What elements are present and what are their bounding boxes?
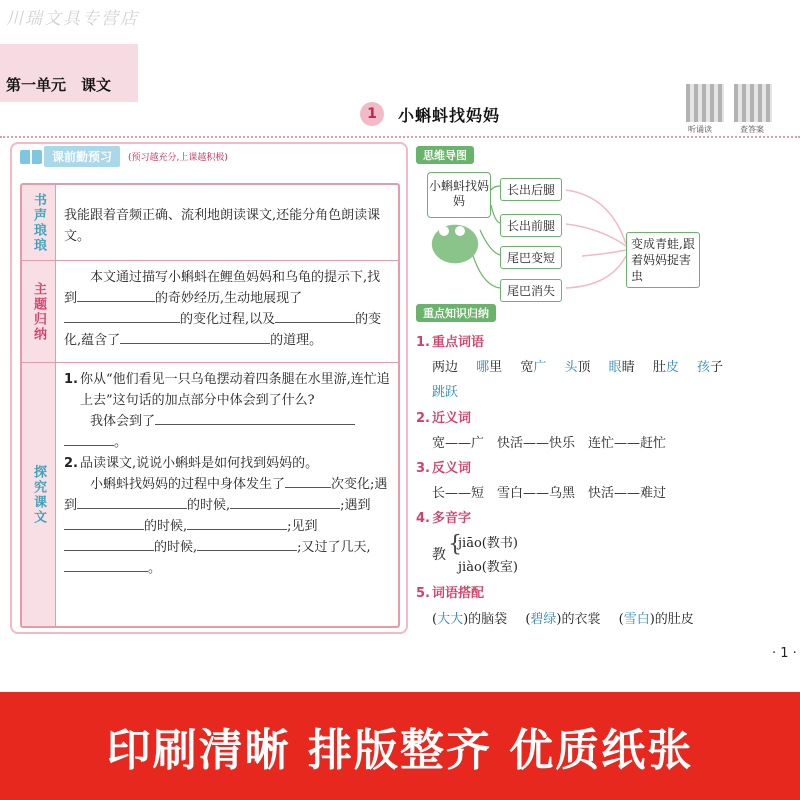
collocation-rest: )的肚皮 bbox=[649, 612, 694, 627]
paren: ( bbox=[525, 612, 531, 627]
polyphone-reading-1: jiāo(教书) bbox=[458, 536, 518, 551]
qr-listen-label: 听诵读 bbox=[688, 125, 712, 134]
key-word: 哪里 bbox=[476, 360, 503, 375]
reading-text: 我能跟着音频正确、流利地朗读课文,还能分角色朗读课文。 bbox=[64, 208, 381, 244]
mind-map-branch-2: 长出前腿 bbox=[500, 214, 562, 237]
reading-label: 书声琅琅 bbox=[22, 185, 56, 260]
period: 。 bbox=[148, 561, 162, 576]
theme-text-4: 的变化,蕴含了 bbox=[64, 312, 382, 348]
explore-label: 探究课文 bbox=[22, 363, 56, 626]
polyphone-reading-2: jiào(教室) bbox=[458, 560, 518, 575]
watermark: 川瑞文具专营店 bbox=[6, 9, 139, 29]
section-5-title: 词语搭配 bbox=[431, 586, 484, 601]
qr-answer-label: 查答案 bbox=[740, 125, 764, 134]
lesson-title: 小蝌蚪找妈妈 bbox=[398, 105, 501, 125]
collocation-word: 碧绿 bbox=[530, 612, 557, 627]
antonyms-text: 长——短 雪白——乌黑 快活——难过 bbox=[432, 486, 667, 501]
section-polyphones bbox=[416, 507, 471, 526]
collocation-rest: )的脑袋 bbox=[463, 612, 508, 627]
theme-text-3: 的变化过程,以及 bbox=[180, 312, 276, 327]
question-1-answer-prefix: 我体会到了 bbox=[90, 414, 156, 429]
section-1-title: 重点词语 bbox=[431, 335, 484, 350]
section-4-title: 多音字 bbox=[431, 511, 471, 526]
polyphone-char: 教 bbox=[432, 547, 446, 563]
question-1-text: 你从“他们看见一只乌龟摆动着四条腿在水里游,连忙追上去”这句话的加点部分中体会到了什么? bbox=[79, 372, 390, 408]
key-word: 孩子 bbox=[697, 360, 724, 375]
page-number: · 1 · bbox=[772, 646, 797, 661]
q2-text-8: ;又过了几天, bbox=[297, 540, 371, 555]
brace: { bbox=[448, 532, 462, 557]
mind-map-branch-3: 尾巴变短 bbox=[500, 246, 562, 269]
section-antonyms bbox=[416, 457, 471, 476]
key-word: 眼睛 bbox=[608, 360, 635, 375]
synonyms-text: 宽——广 快活——快乐 连忙——赶忙 bbox=[432, 436, 667, 451]
period: 。 bbox=[114, 435, 128, 450]
preview-note: (预习越充分,上课越积极) bbox=[128, 153, 228, 163]
theme-text-1: 本文通过描写小蝌蚪在鲤鱼妈妈和乌龟的提示下,找到 bbox=[64, 270, 381, 306]
key-word: 肚皮 bbox=[652, 360, 679, 375]
paren: ( bbox=[618, 612, 624, 627]
collocation-rest: )的衣裳 bbox=[556, 612, 601, 627]
key-words-line-1 bbox=[432, 356, 723, 375]
key-word: 两边 bbox=[432, 360, 459, 375]
mind-map-center: 小蝌蚪找妈妈 bbox=[427, 172, 491, 218]
promo-banner bbox=[0, 692, 800, 800]
section-key-words bbox=[416, 331, 484, 350]
mind-map-result: 变成青蛙,跟着妈妈捉害虫 bbox=[626, 232, 700, 288]
q2-text-5: 的时候, bbox=[144, 519, 188, 534]
mind-map-branch-4: 尾巴消失 bbox=[500, 279, 562, 302]
section-synonyms bbox=[416, 407, 471, 426]
collocations-line bbox=[432, 608, 694, 627]
q2-text-6: ;见到 bbox=[287, 519, 318, 534]
section-4-number: 4. bbox=[416, 511, 430, 526]
paren: ( bbox=[432, 612, 438, 627]
mind-map-title: 思维导图 bbox=[416, 146, 474, 164]
section-collocations bbox=[416, 582, 484, 601]
q2-text-4: ;遇到 bbox=[340, 498, 371, 513]
section-5-number: 5. bbox=[416, 586, 430, 601]
key-word: 宽广 bbox=[520, 360, 547, 375]
section-2-title: 近义词 bbox=[431, 411, 471, 426]
theme-text-2: 的奇妙经历,生动地展现了 bbox=[155, 291, 303, 306]
mind-map-branch-1: 长出后腿 bbox=[500, 178, 562, 201]
knowledge-title: 重点知识归纳 bbox=[416, 304, 496, 322]
theme-text-5: 的道理。 bbox=[270, 333, 323, 348]
q2-text-7: 的时候, bbox=[154, 540, 198, 555]
lesson-number: 1 bbox=[360, 102, 384, 126]
preview-title: 课前勤预习 bbox=[44, 146, 120, 167]
key-word: 跳跃 bbox=[432, 385, 459, 400]
question-2-number: 2. bbox=[64, 456, 78, 471]
key-words-line-2 bbox=[432, 381, 458, 400]
collocation-word: 大大 bbox=[437, 612, 464, 627]
q2-text-1: 小蝌蚪找妈妈的过程中身体发生了 bbox=[90, 477, 286, 492]
q2-text-3: 的时候, bbox=[187, 498, 231, 513]
theme-label: 主题归纳 bbox=[22, 261, 56, 362]
promo-banner-text: 印刷清晰 排版整齐 优质纸张 bbox=[106, 725, 694, 776]
unit-title: 第一单元 课文 bbox=[6, 76, 112, 94]
section-3-title: 反义词 bbox=[431, 461, 471, 476]
tadpole-frog-illustration bbox=[419, 214, 491, 264]
section-2-number: 2. bbox=[416, 411, 430, 426]
section-3-number: 3. bbox=[416, 461, 430, 476]
question-1-number: 1. bbox=[64, 372, 78, 387]
key-word: 头顶 bbox=[564, 360, 591, 375]
collocation-word: 雪白 bbox=[623, 612, 650, 627]
question-2-text: 品读课文,说说小蝌蚪是如何找到妈妈的。 bbox=[79, 456, 319, 471]
section-1-number: 1. bbox=[416, 335, 430, 350]
q2-text-2: 次变化;遇到 bbox=[64, 477, 388, 513]
